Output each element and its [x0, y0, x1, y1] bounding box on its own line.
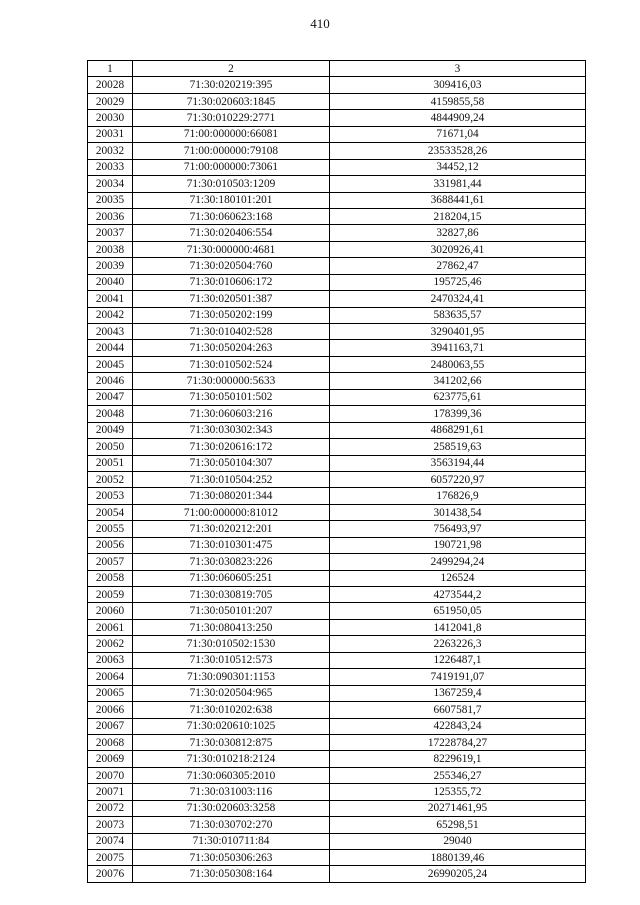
- cadastral-number-cell: 71:30:020504:965: [133, 685, 330, 701]
- table-row: [88, 488, 586, 504]
- value-cell: 1226487,1: [330, 652, 586, 668]
- table-row: [88, 340, 586, 356]
- cadastral-number-cell: 71:00:000000:81012: [133, 504, 330, 520]
- row-number-cell: 20039: [88, 258, 133, 274]
- row-number-cell: 20051: [88, 455, 133, 471]
- cadastral-number-cell: 71:30:060605:251: [133, 570, 330, 586]
- value-cell: 20271461,95: [330, 800, 586, 816]
- value-cell: 26990205,24: [330, 866, 586, 882]
- table-row: [88, 669, 586, 685]
- table-row: [88, 636, 586, 652]
- row-number-cell: 20042: [88, 307, 133, 323]
- row-number-cell: 20075: [88, 850, 133, 866]
- cadastral-number-cell: 71:30:020603:3258: [133, 800, 330, 816]
- value-cell: 2263226,3: [330, 636, 586, 652]
- table-row: [88, 77, 586, 93]
- value-cell: 6057220,97: [330, 471, 586, 487]
- row-number-cell: 20063: [88, 652, 133, 668]
- row-number-cell: 20068: [88, 734, 133, 750]
- value-cell: 1367259,4: [330, 685, 586, 701]
- value-cell: 126524: [330, 570, 586, 586]
- row-number-cell: 20046: [88, 373, 133, 389]
- cadastral-number-cell: 71:30:030702:270: [133, 817, 330, 833]
- value-cell: 23533528,26: [330, 143, 586, 159]
- table-row: [88, 225, 586, 241]
- cadastral-number-cell: 71:30:020610:1025: [133, 718, 330, 734]
- table-row: [88, 93, 586, 109]
- cadastral-number-cell: 71:30:060623:168: [133, 208, 330, 224]
- value-cell: 8229619,1: [330, 751, 586, 767]
- cadastral-number-cell: 71:30:010218:2124: [133, 751, 330, 767]
- row-number-cell: 20057: [88, 554, 133, 570]
- table-row: [88, 439, 586, 455]
- table-row: [88, 751, 586, 767]
- table-row: [88, 587, 586, 603]
- row-number-cell: 20066: [88, 702, 133, 718]
- cadastral-number-cell: 71:00:000000:79108: [133, 143, 330, 159]
- row-number-cell: 20058: [88, 570, 133, 586]
- row-number-cell: 20072: [88, 800, 133, 816]
- value-cell: 4868291,61: [330, 422, 586, 438]
- row-number-cell: 20035: [88, 192, 133, 208]
- cadastral-number-cell: 71:30:090301:1153: [133, 669, 330, 685]
- value-cell: 3290401,95: [330, 324, 586, 340]
- table-header-row: [88, 61, 586, 77]
- row-number-cell: 20049: [88, 422, 133, 438]
- table-row: [88, 537, 586, 553]
- cadastral-number-cell: 71:30:020501:387: [133, 291, 330, 307]
- row-number-cell: 20059: [88, 587, 133, 603]
- table-row: [88, 159, 586, 175]
- cadastral-number-cell: 71:30:050308:164: [133, 866, 330, 882]
- table-body: [88, 77, 586, 882]
- value-cell: 623775,61: [330, 389, 586, 405]
- table-row: [88, 389, 586, 405]
- value-cell: 4273544,2: [330, 587, 586, 603]
- row-number-cell: 20038: [88, 241, 133, 257]
- table-row: [88, 356, 586, 372]
- row-number-cell: 20033: [88, 159, 133, 175]
- row-number-cell: 20032: [88, 143, 133, 159]
- table-row: [88, 471, 586, 487]
- row-number-cell: 20040: [88, 274, 133, 290]
- cadastral-number-cell: 71:30:020219:395: [133, 77, 330, 93]
- value-cell: 27862,47: [330, 258, 586, 274]
- table-row: [88, 702, 586, 718]
- table-row: [88, 570, 586, 586]
- value-cell: 190721,98: [330, 537, 586, 553]
- table-row: [88, 817, 586, 833]
- cadastral-number-cell: 71:30:080201:344: [133, 488, 330, 504]
- value-cell: 6607581,7: [330, 702, 586, 718]
- cadastral-number-cell: 71:30:010512:573: [133, 652, 330, 668]
- table-row: [88, 274, 586, 290]
- row-number-cell: 20056: [88, 537, 133, 553]
- value-cell: 341202,66: [330, 373, 586, 389]
- cadastral-number-cell: 71:30:050101:207: [133, 603, 330, 619]
- cadastral-number-cell: 71:30:020212:201: [133, 521, 330, 537]
- table-row: [88, 833, 586, 849]
- cadastral-number-cell: 71:30:050104:307: [133, 455, 330, 471]
- value-cell: 255346,27: [330, 767, 586, 783]
- row-number-cell: 20070: [88, 767, 133, 783]
- value-cell: 17228784,27: [330, 734, 586, 750]
- table-row: [88, 208, 586, 224]
- value-cell: 218204,15: [330, 208, 586, 224]
- row-number-cell: 20061: [88, 619, 133, 635]
- table-row: [88, 504, 586, 520]
- cadastral-number-cell: 71:30:050306:263: [133, 850, 330, 866]
- cadastral-number-cell: 71:30:050101:502: [133, 389, 330, 405]
- cadastral-number-cell: 71:30:010202:638: [133, 702, 330, 718]
- row-number-cell: 20052: [88, 471, 133, 487]
- table-row: [88, 850, 586, 866]
- value-cell: 258519,63: [330, 439, 586, 455]
- value-cell: 2499294,24: [330, 554, 586, 570]
- row-number-cell: 20037: [88, 225, 133, 241]
- value-cell: 3563194,44: [330, 455, 586, 471]
- value-cell: 4159855,58: [330, 93, 586, 109]
- cadastral-number-cell: 71:30:000000:4681: [133, 241, 330, 257]
- table-row: [88, 126, 586, 142]
- value-cell: 2470324,41: [330, 291, 586, 307]
- value-cell: 583635,57: [330, 307, 586, 323]
- table-row: [88, 307, 586, 323]
- row-number-cell: 20053: [88, 488, 133, 504]
- table-row: [88, 176, 586, 192]
- value-cell: 65298,51: [330, 817, 586, 833]
- table-row: [88, 603, 586, 619]
- table-row: [88, 866, 586, 882]
- row-number-cell: 20028: [88, 77, 133, 93]
- row-number-cell: 20074: [88, 833, 133, 849]
- table-row: [88, 619, 586, 635]
- table-row: [88, 406, 586, 422]
- value-cell: 1412041,8: [330, 619, 586, 635]
- value-cell: 301438,54: [330, 504, 586, 520]
- row-number-cell: 20044: [88, 340, 133, 356]
- table-row: [88, 143, 586, 159]
- value-cell: 195725,46: [330, 274, 586, 290]
- row-number-cell: 20047: [88, 389, 133, 405]
- cadastral-number-cell: 71:30:030823:226: [133, 554, 330, 570]
- value-cell: 309416,03: [330, 77, 586, 93]
- row-number-cell: 20031: [88, 126, 133, 142]
- cadastral-number-cell: 71:30:010402:528: [133, 324, 330, 340]
- row-number-cell: 20029: [88, 93, 133, 109]
- cadastral-number-cell: 71:30:020406:554: [133, 225, 330, 241]
- row-number-cell: 20054: [88, 504, 133, 520]
- table-row: [88, 455, 586, 471]
- cadastral-number-cell: 71:30:020616:172: [133, 439, 330, 455]
- row-number-cell: 20055: [88, 521, 133, 537]
- table-row: [88, 422, 586, 438]
- table-row: [88, 718, 586, 734]
- value-cell: 29040: [330, 833, 586, 849]
- value-cell: 178399,36: [330, 406, 586, 422]
- column-header-1: 1: [88, 61, 133, 77]
- row-number-cell: 20030: [88, 110, 133, 126]
- cadastral-number-cell: 71:30:031003:116: [133, 784, 330, 800]
- cadastral-number-cell: 71:30:050204:263: [133, 340, 330, 356]
- page-number: 410: [310, 16, 330, 31]
- cadastral-number-cell: 71:30:020504:760: [133, 258, 330, 274]
- value-cell: 4844909,24: [330, 110, 586, 126]
- cadastral-number-cell: 71:00:000000:73061: [133, 159, 330, 175]
- row-number-cell: 20065: [88, 685, 133, 701]
- row-number-cell: 20048: [88, 406, 133, 422]
- value-cell: 125355,72: [330, 784, 586, 800]
- table-row: [88, 767, 586, 783]
- table-row: [88, 291, 586, 307]
- table-row: [88, 110, 586, 126]
- table-row: [88, 521, 586, 537]
- cadastral-number-cell: 71:30:030819:705: [133, 587, 330, 603]
- table-row: [88, 734, 586, 750]
- row-number-cell: 20071: [88, 784, 133, 800]
- table-row: [88, 192, 586, 208]
- value-cell: 32827,86: [330, 225, 586, 241]
- cadastral-number-cell: 71:30:080413:250: [133, 619, 330, 635]
- cadastral-number-cell: 71:30:010229:2771: [133, 110, 330, 126]
- value-cell: 34452,12: [330, 159, 586, 175]
- cadastral-number-cell: 71:30:010502:1530: [133, 636, 330, 652]
- cadastral-number-cell: 71:30:020603:1845: [133, 93, 330, 109]
- value-cell: 3688441,61: [330, 192, 586, 208]
- value-cell: 331981,44: [330, 176, 586, 192]
- row-number-cell: 20067: [88, 718, 133, 734]
- column-header-2: 2: [133, 61, 330, 77]
- row-number-cell: 20050: [88, 439, 133, 455]
- table-row: [88, 241, 586, 257]
- row-number-cell: 20034: [88, 176, 133, 192]
- row-number-cell: 20073: [88, 817, 133, 833]
- row-number-cell: 20041: [88, 291, 133, 307]
- table-row: [88, 373, 586, 389]
- cadastral-number-cell: 71:30:010504:252: [133, 471, 330, 487]
- value-cell: 3941163,71: [330, 340, 586, 356]
- row-number-cell: 20064: [88, 669, 133, 685]
- cadastral-number-cell: 71:00:000000:66081: [133, 126, 330, 142]
- row-number-cell: 20062: [88, 636, 133, 652]
- row-number-cell: 20045: [88, 356, 133, 372]
- cadastral-number-cell: 71:30:010606:172: [133, 274, 330, 290]
- table-row: [88, 652, 586, 668]
- value-cell: 7419191,07: [330, 669, 586, 685]
- column-header-3: 3: [330, 61, 586, 77]
- table-row: [88, 784, 586, 800]
- value-cell: 1880139,46: [330, 850, 586, 866]
- value-cell: 71671,04: [330, 126, 586, 142]
- cadastral-number-cell: 71:30:010711:84: [133, 833, 330, 849]
- table-row: [88, 258, 586, 274]
- value-cell: 176826,9: [330, 488, 586, 504]
- table-row: [88, 324, 586, 340]
- row-number-cell: 20069: [88, 751, 133, 767]
- cadastral-number-cell: 71:30:010502:524: [133, 356, 330, 372]
- value-cell: 2480063,55: [330, 356, 586, 372]
- cadastral-number-cell: 71:30:060603:216: [133, 406, 330, 422]
- cadastral-number-cell: 71:30:180101:201: [133, 192, 330, 208]
- value-cell: 651950,05: [330, 603, 586, 619]
- cadastral-number-cell: 71:30:030812:875: [133, 734, 330, 750]
- cadastral-number-cell: 71:30:050202:199: [133, 307, 330, 323]
- cadastral-number-cell: 71:30:000000:5633: [133, 373, 330, 389]
- value-cell: 3020926,41: [330, 241, 586, 257]
- cadastral-number-cell: 71:30:030302:343: [133, 422, 330, 438]
- registry-table: [87, 60, 586, 883]
- value-cell: 756493,97: [330, 521, 586, 537]
- cadastral-number-cell: 71:30:010301:475: [133, 537, 330, 553]
- cadastral-number-cell: 71:30:010503:1209: [133, 176, 330, 192]
- table-row: [88, 685, 586, 701]
- table-row: [88, 554, 586, 570]
- row-number-cell: 20043: [88, 324, 133, 340]
- row-number-cell: 20060: [88, 603, 133, 619]
- value-cell: 422843,24: [330, 718, 586, 734]
- cadastral-number-cell: 71:30:060305:2010: [133, 767, 330, 783]
- table-row: [88, 800, 586, 816]
- row-number-cell: 20076: [88, 866, 133, 882]
- row-number-cell: 20036: [88, 208, 133, 224]
